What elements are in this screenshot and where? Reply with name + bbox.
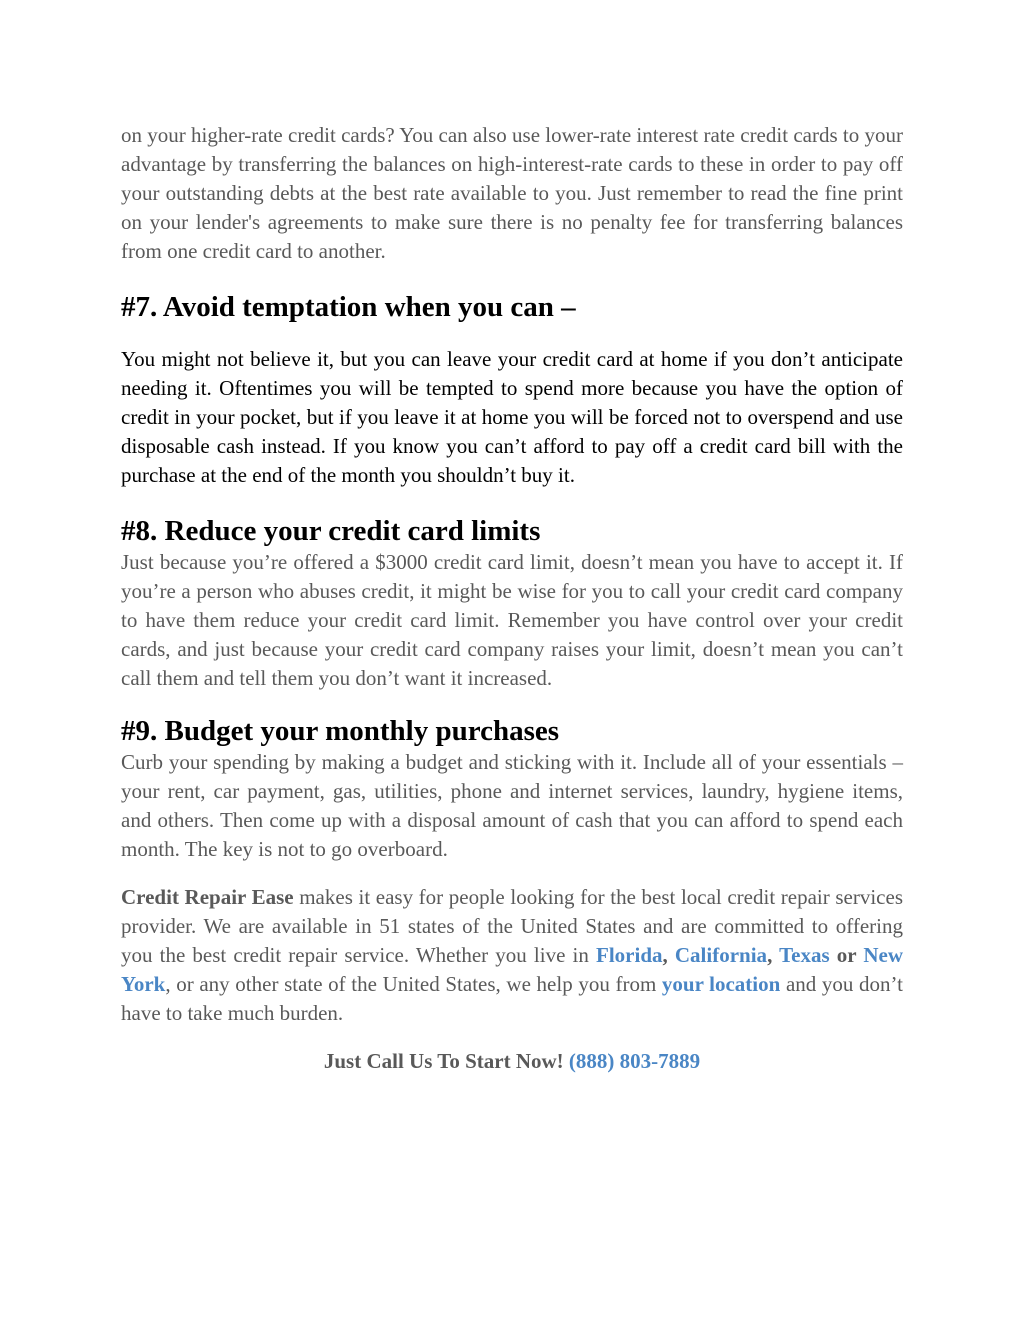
link-new-york[interactable]: New York [121, 943, 904, 996]
link-texas[interactable]: Texas [779, 943, 830, 967]
phone-number-link[interactable]: (888) 803-7889 [568, 1049, 701, 1073]
section-7-body: You might not believe it, but you can leave your credit card at home if you don’t anticipate needing it. Oftentimes you will be tempted to spend more because you have the option of credit in your pocket, but if you leave it at home you will be forced not to overspend and use disposable cash instead. If you know you can’t afford to pay off a credit card bill with the purchase at the end of the month you shouldn’t buy it. [121, 347, 903, 487]
brand-name: Credit Repair Ease [121, 885, 294, 909]
section-7-heading: #7. Avoid temptation when you can – [121, 291, 576, 323]
promo-text-3: and you don’t have to take much burden. [121, 972, 903, 1025]
section-9-body: Curb your spending by making a budget and sticking with it. Include all of your essentials – your rent, car payment, gas, utilities, phone and internet services, laundry, hygiene items, and others. Then come up with a disposal amount of cash that you can afford to spend each month. The key is not to go overboard. [121, 750, 903, 861]
separator-1: , [662, 943, 675, 967]
promo-paragraph [121, 883, 903, 1028]
link-your-location[interactable]: your location [661, 972, 781, 996]
section-8-heading: #8. Reduce your credit card limits [121, 515, 541, 547]
link-florida[interactable]: Florida [596, 943, 663, 967]
promo-text-2: , or any other state of the United States, we help you from [165, 972, 662, 996]
link-california[interactable]: California [674, 943, 768, 967]
cta-label: Just Call Us To Start Now! [323, 1049, 569, 1073]
separator-2: , [767, 943, 780, 967]
section-9-heading: #9. Budget your monthly purchases [121, 715, 560, 747]
call-to-action [121, 1047, 903, 1076]
section-8-body: Just because you’re offered a $3000 credit card limit, doesn’t mean you have to accept it. If you’re a person who abuses credit, it might be wise for you to call your credit card company to have them reduce your credit card limit. Remember you have control over your credit cards, and just because your credit card company raises your limit, doesn’t mean you can’t call them and tell them you don’t want it increased. [121, 550, 903, 690]
document-page [121, 121, 903, 1076]
or-word: or [829, 943, 864, 967]
promo-text-1: makes it easy for people looking for the best local credit repair services provider. We are available in 51 states of the United States and are committed to offering you the best credit repair service. Whether you live in [121, 885, 903, 967]
intro-paragraph: on your higher-rate credit cards? You can also use lower-rate interest rate credit cards to your advantage by transferring the balances on high-interest-rate cards to these in order to pay off your outstanding debts at the best rate available to you. Just remember to read the fine print on your lender's agreements to make sure there is no penalty fee for transferring balances from one credit card to another. [121, 123, 903, 263]
